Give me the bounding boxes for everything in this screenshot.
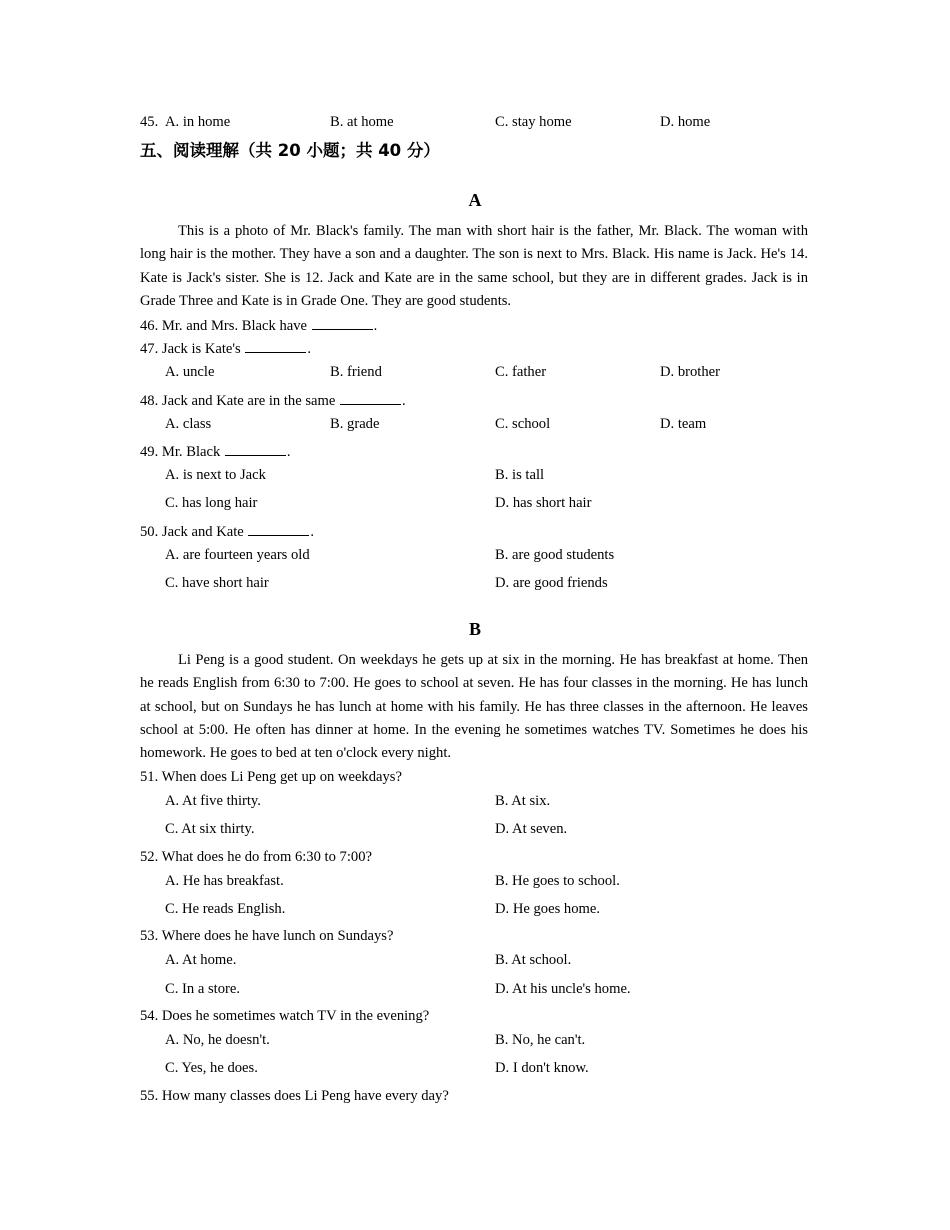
option-d: D. At seven. [495, 821, 568, 837]
option-d: D. He goes home. [495, 901, 600, 917]
question-45 [140, 113, 158, 131]
question-stem: 47. Jack is Kate's [140, 341, 241, 357]
option-a: A. uncle [165, 364, 215, 380]
option-a: A. At five thirty. [165, 793, 261, 809]
passage-a-label: A [468, 190, 482, 210]
option-d: D. I don't know. [495, 1060, 589, 1076]
question-50: 50. Jack and Kate . [140, 524, 315, 540]
option-d: D. At his uncle's home. [495, 981, 631, 997]
option-a: A. is next to Jack [165, 467, 266, 483]
question-46: 46. Mr. and Mrs. Black have . [140, 318, 378, 334]
option-b: B. At six. [495, 793, 551, 809]
option-c: C. school [495, 416, 551, 432]
option-a: A. He has breakfast. [165, 873, 284, 889]
question-51: 51. When does Li Peng get up on weekdays? [140, 769, 402, 785]
question-53: 53. Where does he have lunch on Sundays? [140, 928, 394, 944]
option-c: C. At six thirty. [165, 821, 255, 837]
option-b: B. at home [330, 114, 394, 130]
section-heading: 五、阅读理解（共 20 小题；共 40 分） [140, 141, 440, 160]
question-55: 55. How many classes does Li Peng have every day? [140, 1088, 449, 1104]
option-a: A. No, he doesn't. [165, 1032, 270, 1048]
option-d: D. home [660, 114, 711, 130]
option-b: B. He goes to school. [495, 873, 620, 889]
option-c: C. have short hair [165, 575, 269, 591]
answer-blank [245, 339, 306, 353]
option-b: B. is tall [495, 467, 545, 483]
question-number: 45. [140, 114, 159, 130]
option-a: A. are fourteen years old [165, 547, 310, 563]
option-c: C. has long hair [165, 495, 258, 511]
option-c: C. In a store. [165, 981, 240, 997]
option-b: B. friend [330, 364, 382, 380]
passage-b-label: B [468, 619, 481, 639]
option-b: B. No, he can't. [495, 1032, 586, 1048]
option-d: D. are good friends [495, 575, 608, 591]
option-a: A. in home [165, 114, 231, 130]
question-stem: 46. Mr. and Mrs. Black have [140, 318, 307, 334]
option-d: D. brother [660, 364, 720, 380]
option-a: A. class [165, 416, 212, 432]
option-b: B. grade [330, 416, 380, 432]
option-c: C. stay home [495, 114, 572, 130]
option-a: A. At home. [165, 952, 237, 968]
question-49: 49. Mr. Black . [140, 444, 291, 460]
option-c: C. Yes, he does. [165, 1060, 258, 1076]
passage-a-text: This is a photo of Mr. Black's family. The man with short hair is the father, Mr. Black. The woman with long hair is the mother. They have a son and a daughter. The son is next to Mrs. Black. His name is Jack. He's 14. Kate is Jack's sister. She is 12. Jack and Kate are in the same school, but they are in different grades. Jack is in Grade Three and Kate is in Grade One. They are good students. [140, 223, 808, 309]
question-stem: 48. Jack and Kate are in the same [140, 393, 336, 409]
question-48: 48. Jack and Kate are in the same . [140, 393, 406, 409]
option-d: D. team [660, 416, 707, 432]
answer-blank [340, 391, 401, 405]
question-47: 47. Jack is Kate's . [140, 341, 312, 357]
option-b: B. are good students [495, 547, 615, 563]
passage-b-text: Li Peng is a good student. On weekdays he gets up at six in the morning. He has breakfast at home. Then he reads English from 6:30 to 7:00. He goes to school at seven. He has four classes in the morning. He has lunch at school, but on Sundays he has lunch at home with his family. He has three classes in the afternoon. He leaves school at 5:00. He often has dinner at home. In the evening he sometimes watches TV. Sometimes he does his homework. He goes to bed at ten o'clock every night. [140, 652, 808, 762]
question-stem: 50. Jack and Kate [140, 524, 244, 540]
answer-blank [225, 442, 286, 456]
option-d: D. has short hair [495, 495, 592, 511]
question-52: 52. What does he do from 6:30 to 7:00? [140, 849, 372, 865]
option-b: B. At school. [495, 952, 572, 968]
answer-blank [248, 522, 309, 536]
option-c: C. father [495, 364, 547, 380]
option-c: C. He reads English. [165, 901, 286, 917]
answer-blank [312, 316, 373, 330]
question-54: 54. Does he sometimes watch TV in the evening? [140, 1008, 430, 1024]
question-stem: 49. Mr. Black [140, 444, 221, 460]
